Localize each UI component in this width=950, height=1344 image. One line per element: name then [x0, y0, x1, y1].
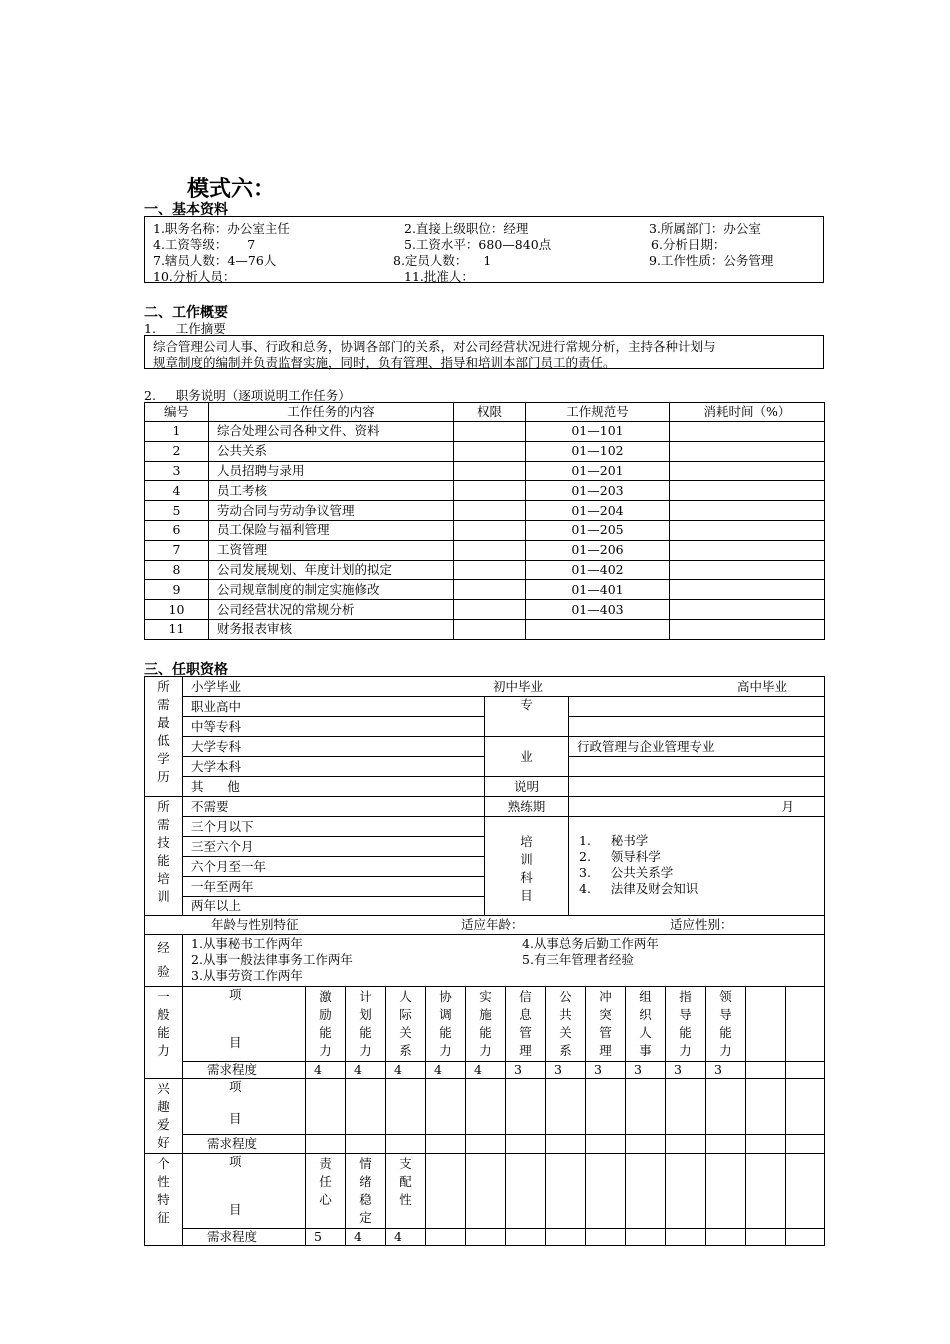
age-label: 适应年龄：: [461, 917, 524, 932]
department: 3.所属部门：办公室: [649, 221, 761, 236]
duty-time: [670, 540, 825, 560]
experience-3: 3.从事劳资工作两年: [191, 968, 303, 983]
ability-item: 激励能力: [306, 987, 346, 1062]
duty-authority: [454, 461, 526, 481]
personality-degree: 5: [306, 1229, 346, 1246]
duty-content: 公共关系: [209, 441, 454, 461]
ability-degree: 3: [706, 1062, 746, 1079]
ability-degree: 3: [586, 1062, 626, 1079]
duty-authority: [454, 580, 526, 600]
duty-code: [526, 619, 670, 639]
interest-degree: [626, 1134, 666, 1153]
duty-code: 01—101: [526, 422, 670, 442]
experience-label: 经 验: [145, 935, 183, 987]
interest-item-label: 项 目: [183, 1079, 306, 1135]
duty-content: 公司规章制度的制定实施修改: [209, 580, 454, 600]
table-row: [145, 560, 825, 580]
table-row: [145, 461, 825, 481]
table-row: [145, 580, 825, 600]
duty-code: 01—203: [526, 481, 670, 501]
ability-degree: 3: [626, 1062, 666, 1079]
duty-authority: [454, 441, 526, 461]
age-sex-row: [145, 916, 825, 935]
duty-authority: [454, 501, 526, 521]
duty-code: 01—201: [526, 461, 670, 481]
duty-authority: [454, 422, 526, 442]
duty-code: 01—401: [526, 580, 670, 600]
interest-cell: [746, 1079, 786, 1135]
personality-item: 情绪稳定: [346, 1154, 386, 1229]
job-name: 1.职务名称：办公室主任: [153, 221, 290, 236]
page-title: 模式六：: [187, 177, 276, 202]
ability-degree: 4: [426, 1062, 466, 1079]
table-row: [145, 501, 825, 521]
duty-authority: [454, 560, 526, 580]
duty-table: [144, 402, 825, 640]
duty-authority: [454, 619, 526, 639]
subject-1: 1. 秘书学: [579, 833, 649, 848]
summary-line-1: 综合管理公司人事、行政和总务，协调各部门的关系，对公司经营状况进行常规分析，主持各种计划与: [153, 339, 716, 354]
personality-degree: 4: [346, 1229, 386, 1246]
analysis-date: 6.分析日期：: [651, 237, 726, 252]
subject-label: 培训科目: [485, 817, 569, 916]
ability-table: [144, 986, 825, 1246]
interest-cell: [306, 1079, 346, 1135]
header-code: 工作规范号: [526, 403, 670, 422]
major-char-2: 业: [485, 737, 569, 777]
interest-degree: [546, 1134, 586, 1153]
section1-heading: 一、基本资料: [144, 202, 228, 218]
duty-time: [670, 481, 825, 501]
edu-senior: 高中毕业: [737, 679, 788, 694]
header-time: 消耗时间（%）: [670, 403, 825, 422]
ability-degree: 4: [346, 1062, 386, 1079]
personality-item: 责任心: [306, 1154, 346, 1229]
basic-info-box: [144, 216, 824, 283]
ability-item: 领导能力: [706, 987, 746, 1062]
ability-item: [746, 987, 786, 1062]
duty-no: 10: [145, 600, 209, 620]
major-blank-3: [569, 757, 825, 777]
fixed-staff: 8.定员人数： 1: [393, 253, 492, 268]
table-row: [145, 520, 825, 540]
table-row: [145, 441, 825, 461]
interest-degree: [466, 1134, 506, 1153]
duty-content: 劳动合同与劳动争议管理: [209, 501, 454, 521]
personality-item: [546, 1154, 586, 1229]
duty-authority: [454, 600, 526, 620]
duty-time: [670, 619, 825, 639]
edu-note-value: [569, 777, 825, 797]
edu-vocational: 职业高中: [183, 697, 485, 717]
wage-level: 5.工资水平：680—840点: [404, 237, 552, 252]
table-row: [145, 619, 825, 639]
personality-item: [426, 1154, 466, 1229]
personality-degree: [546, 1229, 586, 1246]
interest-degree: [786, 1134, 825, 1153]
skill-label: 所需技能培训: [145, 797, 183, 916]
header-no: 编号: [145, 403, 209, 422]
interest-cell: [466, 1079, 506, 1135]
general-ability-label: 一般能力: [145, 987, 183, 1079]
header-content: 工作任务的内容: [209, 403, 454, 422]
personality-label: 个性特征: [145, 1154, 183, 1246]
duty-code: 01—402: [526, 560, 670, 580]
qualification-table: [144, 676, 825, 987]
duty-content: 人员招聘与录用: [209, 461, 454, 481]
duty-code: 01—205: [526, 520, 670, 540]
duty-label: 2. 职务说明（逐项说明工作任务）: [144, 388, 351, 403]
duty-no: 8: [145, 560, 209, 580]
duty-no: 4: [145, 481, 209, 501]
duty-content: 员工保险与福利管理: [209, 520, 454, 540]
duty-authority: [454, 481, 526, 501]
experience-list: [183, 935, 825, 987]
subject-list: [569, 817, 825, 916]
section3-heading: 三、任职资格: [144, 662, 228, 678]
subject-3: 3. 公共关系学: [579, 865, 674, 880]
edu-tech-secondary: 中等专科: [183, 717, 485, 737]
duty-authority: [454, 540, 526, 560]
sex-label: 适应性别：: [670, 917, 733, 932]
interest-cell: [426, 1079, 466, 1135]
table-row: [145, 481, 825, 501]
personality-degree: [426, 1229, 466, 1246]
interest-cell: [786, 1079, 825, 1135]
ability-item: 实施能力: [466, 987, 506, 1062]
subject-4: 4. 法律及财会知识: [579, 881, 699, 896]
skill-none: 不需要: [183, 797, 485, 817]
edu-bachelor: 大学本科: [183, 757, 485, 777]
ability-degree: [786, 1062, 825, 1079]
personality-item: [786, 1154, 825, 1229]
summary-line-2: 规章制度的编制并负责监督实施，同时，负有管理、指导和培训本部门员工的责任。: [153, 355, 616, 370]
ability-item: 协调能力: [426, 987, 466, 1062]
major-value: 行政管理与企业管理专业: [569, 737, 825, 757]
table-row: [145, 422, 825, 442]
interest-degree: [586, 1134, 626, 1153]
duty-no: 5: [145, 501, 209, 521]
ability-degree: 3: [666, 1062, 706, 1079]
duty-time: [670, 461, 825, 481]
duty-code: 01—206: [526, 540, 670, 560]
interest-degree: [386, 1134, 426, 1153]
approver: 11.批准人：: [404, 269, 474, 284]
skill-opt-3: 六个月至一年: [183, 857, 485, 877]
ability-item: [786, 987, 825, 1062]
interest-cell: [586, 1079, 626, 1135]
duty-code: 01—403: [526, 600, 670, 620]
table-row: [145, 540, 825, 560]
personality-degree: 4: [386, 1229, 426, 1246]
ability-item: 计划能力: [346, 987, 386, 1062]
duty-time: [670, 520, 825, 540]
ability-degree: 4: [386, 1062, 426, 1079]
interest-cell: [506, 1079, 546, 1135]
personality-degree: [666, 1229, 706, 1246]
interest-degree: [666, 1134, 706, 1153]
ability-item: 组织人事: [626, 987, 666, 1062]
experience-2: 2.从事一般法律事务工作两年: [191, 952, 353, 967]
duty-time: [670, 501, 825, 521]
experience-1: 1.从事秘书工作两年: [191, 936, 303, 951]
interest-cell: [706, 1079, 746, 1135]
ability-item: 冲突管理: [586, 987, 626, 1062]
general-item-label: 项 目: [183, 987, 306, 1062]
header-authority: 权限: [454, 403, 526, 422]
edu-primary: 小学毕业: [191, 679, 242, 694]
interest-degree: [306, 1134, 346, 1153]
duty-content: 工资管理: [209, 540, 454, 560]
duty-time: [670, 422, 825, 442]
ability-degree: 3: [546, 1062, 586, 1079]
personality-item: [586, 1154, 626, 1229]
general-degree-label: 需求程度: [183, 1062, 306, 1079]
duty-no: 3: [145, 461, 209, 481]
summary-label: 1. 工作摘要: [144, 321, 226, 336]
duty-content: 财务报表审核: [209, 619, 454, 639]
duty-time: [670, 580, 825, 600]
summary-box: [144, 335, 824, 369]
duty-content: 员工考核: [209, 481, 454, 501]
personality-item: [466, 1154, 506, 1229]
personality-item: 支配性: [386, 1154, 426, 1229]
ability-item: 人际关系: [386, 987, 426, 1062]
interest-cell: [546, 1079, 586, 1135]
interest-label: 兴趣爱好: [145, 1079, 183, 1154]
ability-item: 指导能力: [666, 987, 706, 1062]
subject-2: 2. 领导科学: [579, 849, 661, 864]
interest-degree: [346, 1134, 386, 1153]
duty-time: [670, 441, 825, 461]
personality-item: [666, 1154, 706, 1229]
interest-degree: [506, 1134, 546, 1153]
personality-degree: [746, 1229, 786, 1246]
experience-4: 4.从事总务后勤工作两年: [522, 936, 659, 951]
edu-level-row: [183, 677, 825, 697]
duty-time: [670, 600, 825, 620]
personality-item: [706, 1154, 746, 1229]
personality-item: [746, 1154, 786, 1229]
personality-degree: [786, 1229, 825, 1246]
duty-no: 9: [145, 580, 209, 600]
duty-content: 公司发展规划、年度计划的拟定: [209, 560, 454, 580]
personality-degree: [706, 1229, 746, 1246]
edu-label: 所需最低学历: [145, 677, 183, 797]
ability-item: 公共关系: [546, 987, 586, 1062]
table-row: [145, 600, 825, 620]
interest-cell: [346, 1079, 386, 1135]
personality-degree: [586, 1229, 626, 1246]
major-blank-1: [569, 697, 825, 717]
personality-degree: [626, 1229, 666, 1246]
personality-item: [626, 1154, 666, 1229]
wage-grade: 4.工资等级： 7: [153, 237, 256, 252]
duty-content: 综合处理公司各种文件、资料: [209, 422, 454, 442]
proficiency-month: 月: [569, 797, 825, 817]
major-blank-2: [569, 717, 825, 737]
skill-opt-5: 两年以上: [183, 897, 485, 916]
interest-degree: [746, 1134, 786, 1153]
ability-degree: 3: [506, 1062, 546, 1079]
interest-cell: [386, 1079, 426, 1135]
interest-degree: [706, 1134, 746, 1153]
superior-position: 2.直接上级职位：经理: [404, 221, 529, 236]
major-char-1: 专: [485, 697, 569, 737]
personality-degree: [506, 1229, 546, 1246]
duty-content: 公司经营状况的常规分析: [209, 600, 454, 620]
managed-staff: 7.辖员人数：4—76人: [153, 253, 277, 268]
ability-degree: 4: [466, 1062, 506, 1079]
work-nature: 9.工作性质：公务管理: [649, 253, 774, 268]
interest-degree-label: 需求程度: [183, 1134, 306, 1153]
personality-item: [506, 1154, 546, 1229]
age-sex-label: 年龄与性别特征: [211, 917, 299, 932]
skill-opt-4: 一年至两年: [183, 877, 485, 897]
proficiency-label: 熟练期: [485, 797, 569, 817]
interest-cell: [626, 1079, 666, 1135]
duty-code: 01—204: [526, 501, 670, 521]
interest-cell: [666, 1079, 706, 1135]
duty-no: 2: [145, 441, 209, 461]
personality-item-label: 项 目: [183, 1154, 306, 1229]
edu-junior: 初中毕业: [493, 679, 544, 694]
edu-note-label: 说明: [485, 777, 569, 797]
edu-college: 大学专科: [183, 737, 485, 757]
duty-header-row: [145, 403, 825, 422]
ability-item: 信息管理: [506, 987, 546, 1062]
experience-5: 5.有三年管理者经验: [522, 952, 634, 967]
duty-code: 01—102: [526, 441, 670, 461]
interest-degree: [426, 1134, 466, 1153]
duty-no: 6: [145, 520, 209, 540]
duty-no: 1: [145, 422, 209, 442]
duty-time: [670, 560, 825, 580]
personality-degree-label: 需求程度: [183, 1229, 306, 1246]
analyst: 10.分析人员：: [153, 269, 236, 284]
duty-no: 7: [145, 540, 209, 560]
ability-degree: [746, 1062, 786, 1079]
section2-heading: 二、工作概要: [144, 305, 228, 321]
ability-degree: 4: [306, 1062, 346, 1079]
duty-authority: [454, 520, 526, 540]
skill-opt-1: 三个月以下: [183, 817, 485, 837]
duty-no: 11: [145, 619, 209, 639]
edu-other: 其 他: [183, 777, 485, 797]
personality-degree: [466, 1229, 506, 1246]
skill-opt-2: 三至六个月: [183, 837, 485, 857]
